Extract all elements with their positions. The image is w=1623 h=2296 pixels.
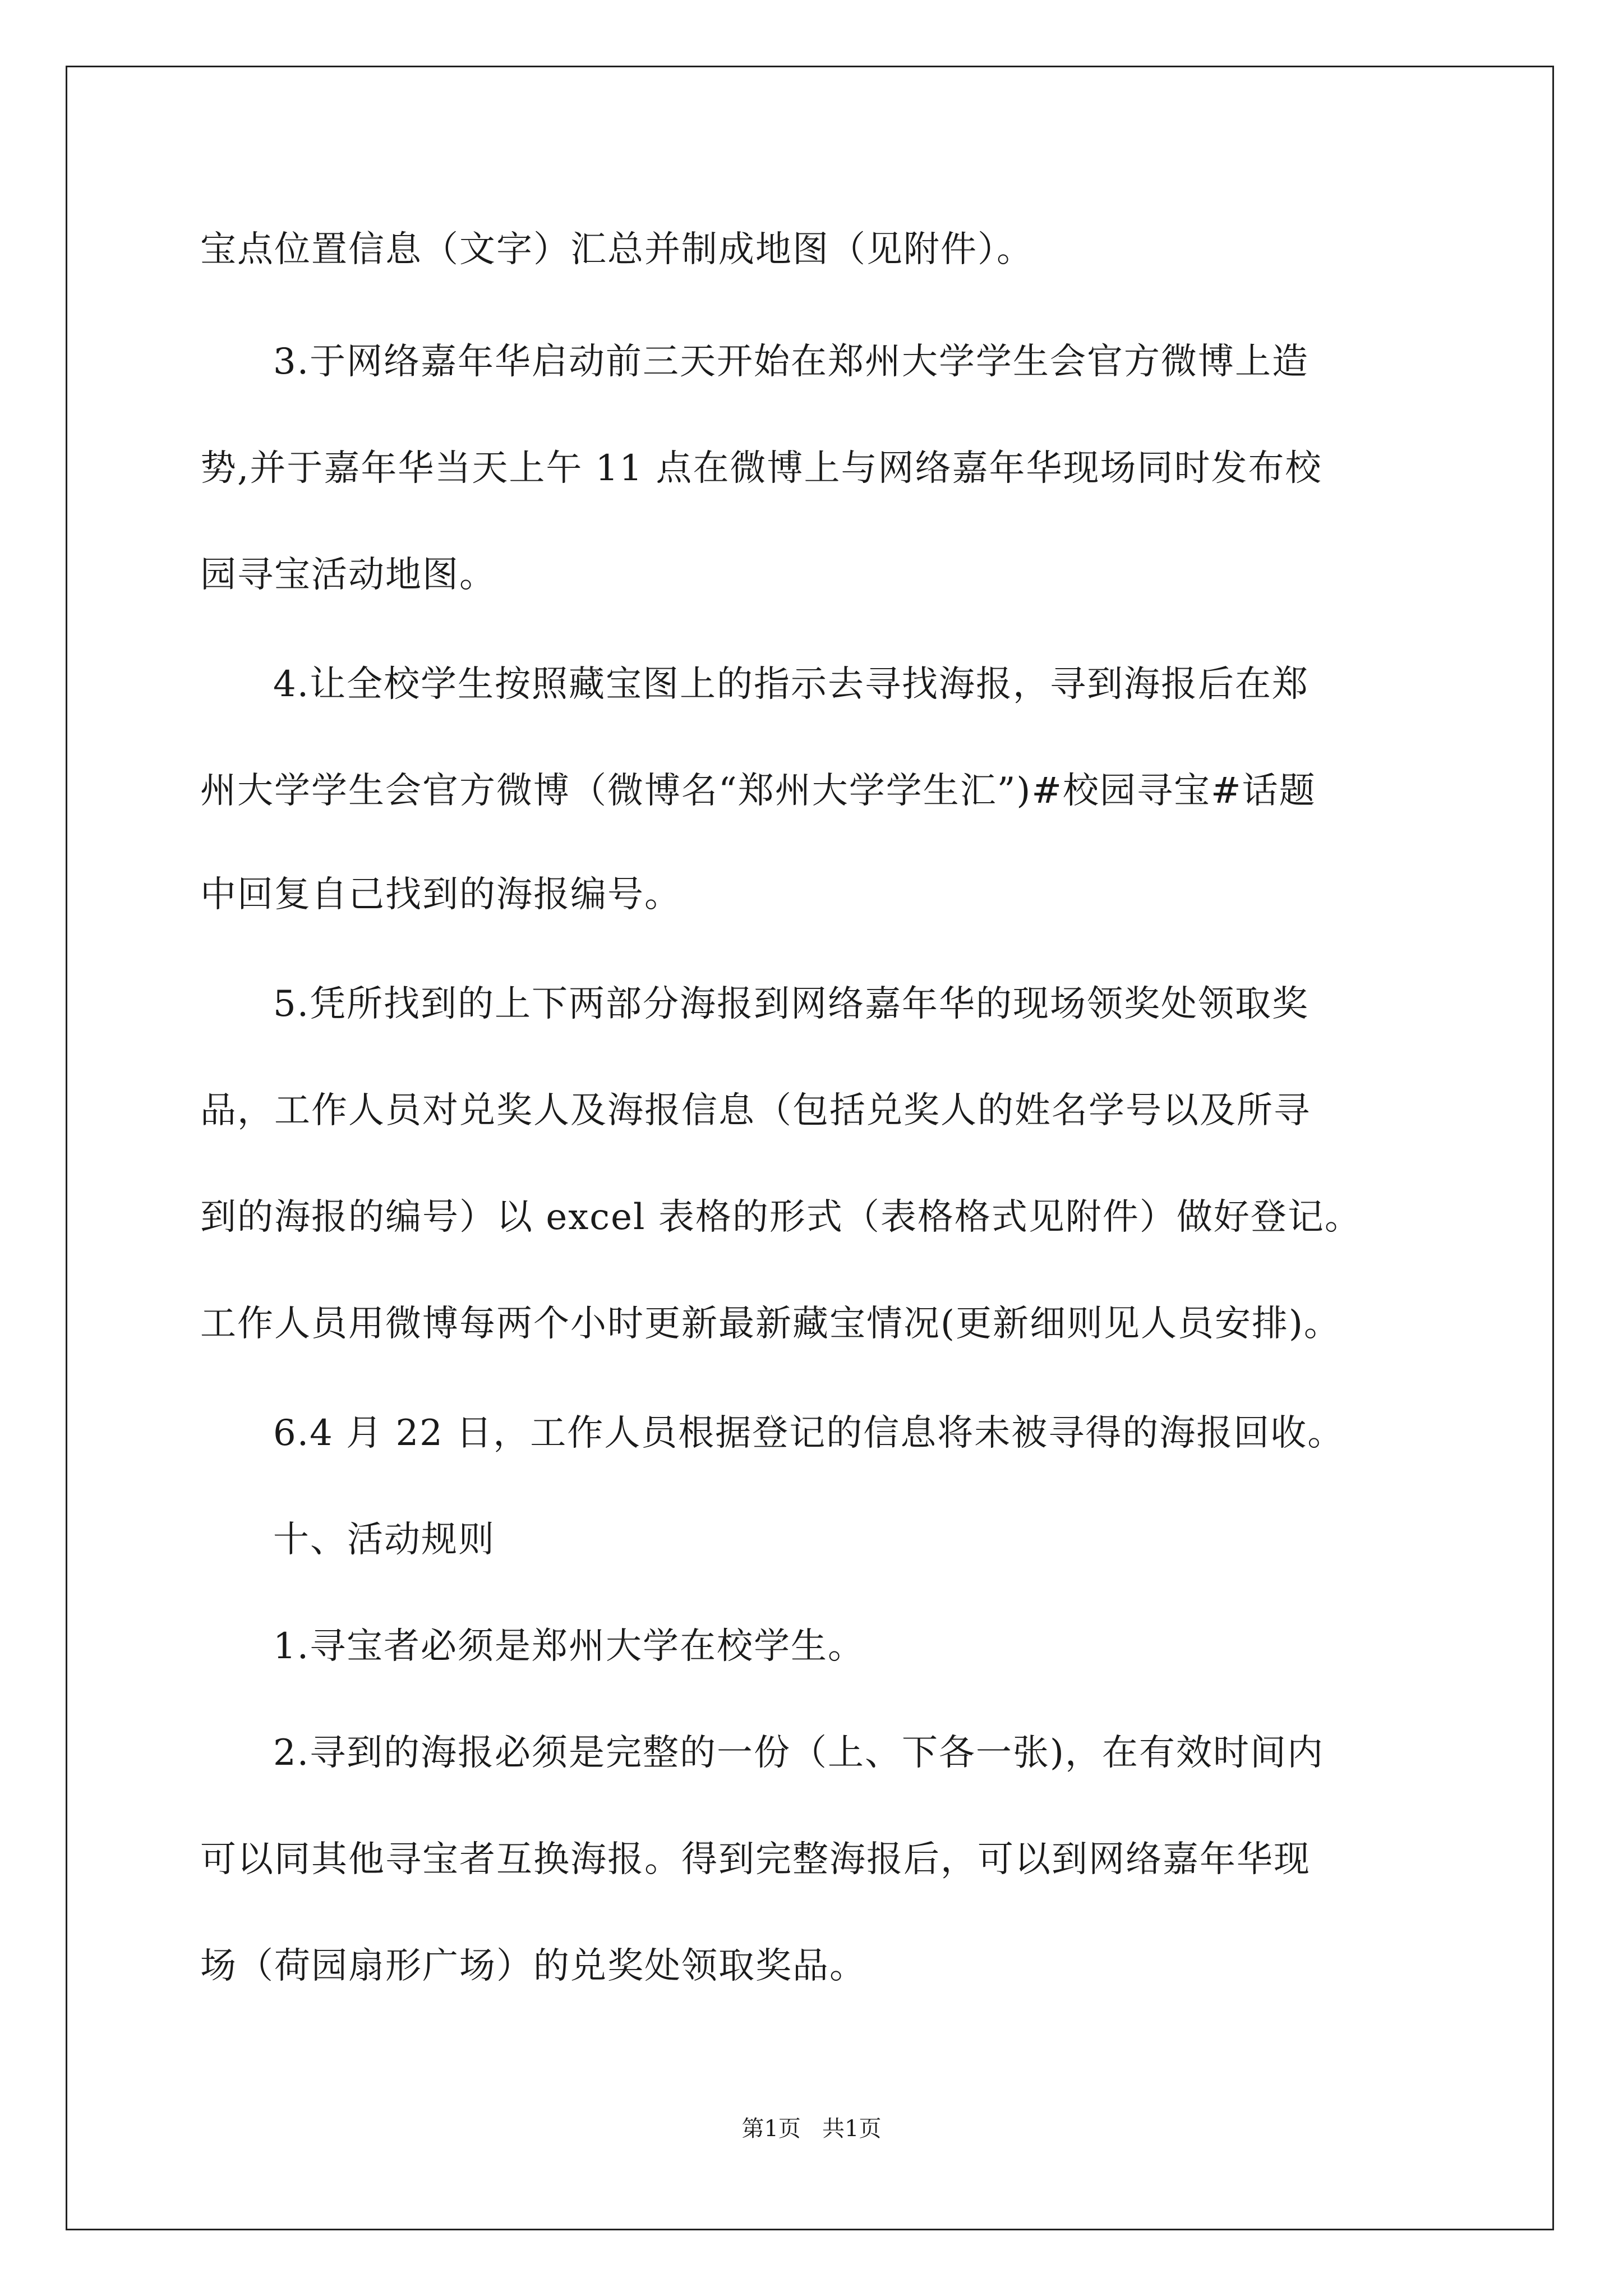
text-line: 1.寻宝者必须是郑州大学在校学生。 [273, 1626, 865, 1667]
text-line: 中回复自己找到的海报编号。 [200, 874, 681, 915]
text-line: 3.于网络嘉年华启动前三天开始在郑州大学学生会官方微博上造 [273, 341, 1310, 383]
page-number-footer: 第1页 共1页 [741, 2116, 882, 2142]
text-line: 工作人员用微博每两个小时更新最新藏宝情况(更新细则见人员安排)。 [200, 1303, 1341, 1345]
page-border [66, 66, 1554, 2230]
text-line: 宝点位置信息（文字）汇总并制成地图（见附件）。 [200, 229, 1034, 270]
text-line: 可以同其他寻宝者互换海报。得到完整海报后，可以到网络嘉年华现 [200, 1839, 1311, 1880]
text-line: 2.寻到的海报必须是完整的一份（上、下各一张)，在有效时间内 [273, 1732, 1325, 1774]
section-heading: 十、活动规则 [273, 1519, 495, 1561]
text-line: 场（荷园扇形广场）的兑奖处领取奖品。 [200, 1945, 866, 1987]
text-line: 5.凭所找到的上下两部分海报到网络嘉年华的现场领奖处领取奖 [273, 983, 1310, 1025]
text-line: 4.让全校学生按照藏宝图上的指示去寻找海报，寻到海报后在郑 [273, 664, 1310, 705]
text-line: 到的海报的编号）以 excel 表格的形式（表格格式见附件）做好登记。 [200, 1197, 1362, 1238]
text-line: 园寻宝活动地图。 [200, 554, 496, 596]
text-line: 势,并于嘉年华当天上午 11 点在微博上与网络嘉年华现场同时发布校 [200, 448, 1322, 489]
text-line: 州大学学生会官方微博（微博名“郑州大学学生汇”)#校园寻宝#话题 [200, 770, 1316, 812]
text-line: 品，工作人员对兑奖人及海报信息（包括兑奖人的姓名学号以及所寻 [200, 1090, 1311, 1131]
text-line: 6.4 月 22 日，工作人员根据登记的信息将未被寻得的海报回收。 [273, 1412, 1345, 1454]
